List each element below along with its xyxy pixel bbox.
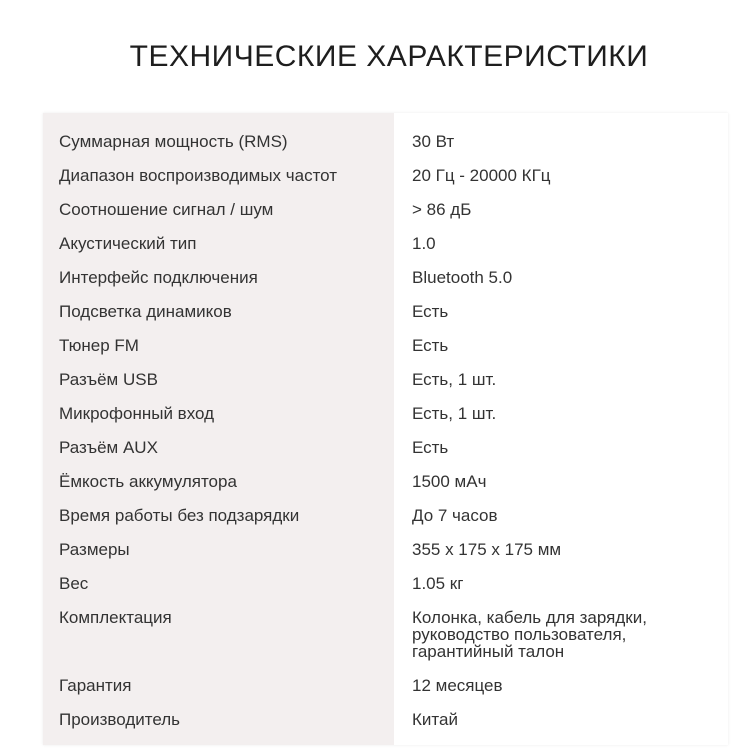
spec-value: Есть, 1 шт.	[412, 370, 497, 389]
page-title: ТЕХНИЧЕСКИЕ ХАРАКТЕРИСТИКИ	[129, 40, 649, 73]
spec-value: Bluetooth 5.0	[412, 268, 513, 287]
spec-value: 12 месяцев	[412, 676, 503, 695]
spec-label: Микрофонный вход	[59, 404, 215, 423]
spec-value: 20 Гц - 20000 КГц	[412, 166, 551, 185]
spec-label: Диапазон воспроизводимых частот	[59, 166, 338, 185]
spec-label: Суммарная мощность (RMS)	[59, 132, 288, 151]
spec-label: Гарантия	[59, 676, 132, 695]
spec-label: Тюнер FM	[59, 336, 139, 355]
spec-label: Разъём USB	[59, 370, 158, 389]
spec-label: Комплектация	[59, 608, 172, 627]
spec-value: Есть	[412, 438, 449, 457]
spec-label: Время работы без подзарядки	[59, 506, 300, 525]
spec-label: Разъём AUX	[59, 438, 158, 457]
spec-label: Интерфейс подключения	[59, 268, 258, 287]
spec-value: Колонка, кабель для зарядки, руководство пользователя, гарантийный талон	[412, 608, 647, 661]
spec-value: 1500 мАч	[412, 472, 487, 491]
spec-value: 30 Вт	[412, 132, 455, 151]
spec-value: Китай	[412, 710, 458, 729]
spec-value: Есть	[412, 336, 449, 355]
spec-label: Акустический тип	[59, 234, 197, 253]
spec-label: Вес	[59, 574, 89, 593]
spec-value: Есть	[412, 302, 449, 321]
spec-label: Размеры	[59, 540, 130, 559]
spec-value: Есть, 1 шт.	[412, 404, 497, 423]
spec-label: Ёмкость аккумулятора	[59, 472, 237, 491]
spec-value: 1.0	[412, 234, 436, 253]
spec-value: 1.05 кг	[412, 574, 464, 593]
spec-value: До 7 часов	[412, 506, 498, 525]
spec-value: 355 x 175 x 175 мм	[412, 540, 562, 559]
spec-label: Производитель	[59, 710, 181, 729]
spec-table	[43, 113, 728, 745]
spec-value: > 86 дБ	[412, 200, 472, 219]
spec-label: Соотношение сигнал / шум	[59, 200, 274, 219]
spec-label: Подсветка динамиков	[59, 302, 232, 321]
